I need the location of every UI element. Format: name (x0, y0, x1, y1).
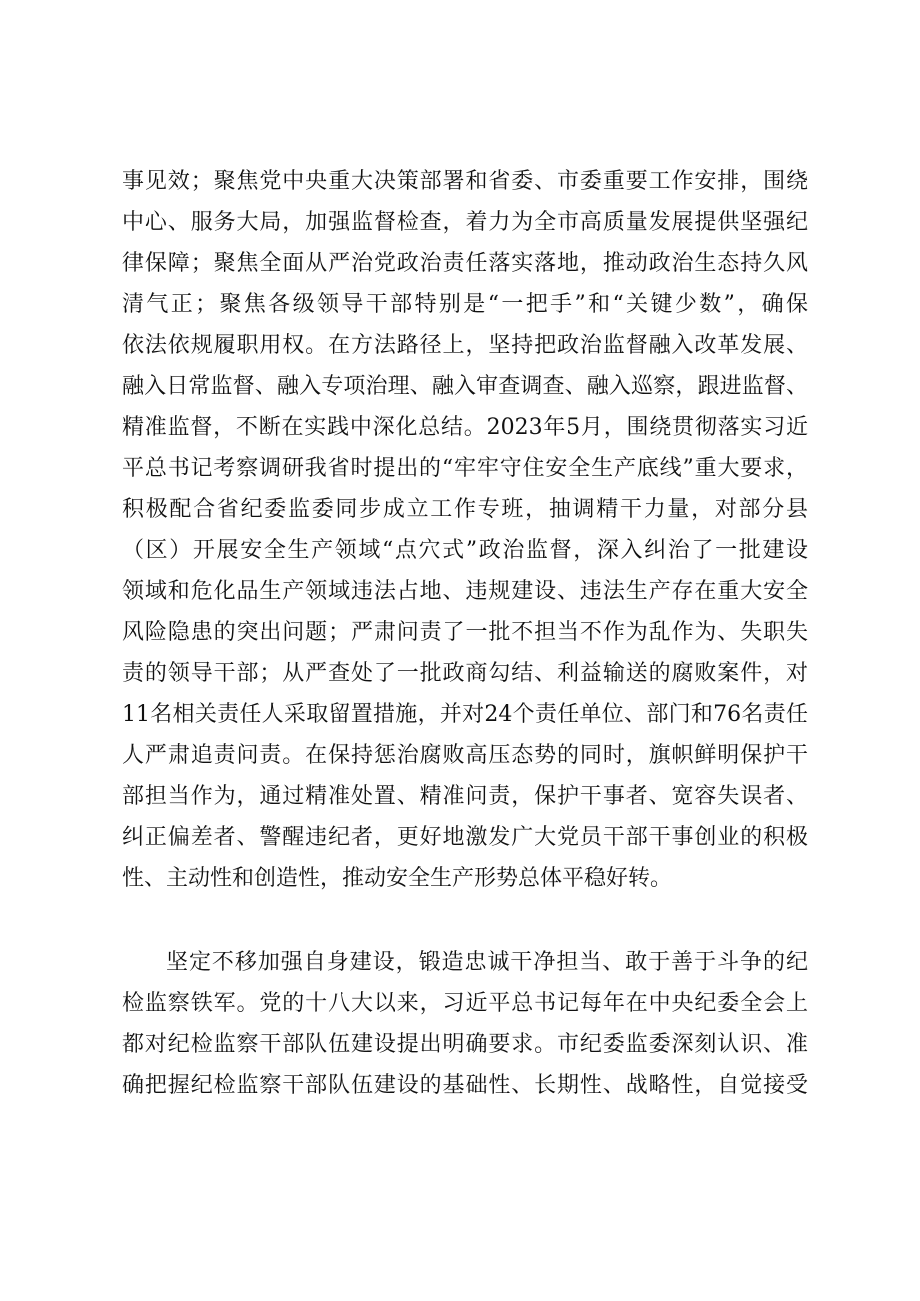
text-line: 精准监督，不断在实践中深化总结。2023年5月，围绕贯彻落实习近 (122, 415, 808, 440)
text-line: 领域和危化品生产领域违法占地、违规建设、违法生产存在重大安全 (122, 579, 808, 604)
text-line: 平总书记考察调研我省时提出的“牢牢守住安全生产底线”重大要求， (122, 456, 808, 481)
text-line: 风险隐患的突出问题；严肃问责了一批不担当不作为乱作为、失职失 (122, 620, 808, 645)
text-line: 融入日常监督、融入专项治理、融入审查调查、融入巡察，跟进监督、 (122, 374, 808, 399)
text-line: 事见效；聚焦党中央重大决策部署和省委、市委重要工作安排，围绕 (122, 169, 808, 194)
text-line: 坚定不移加强自身建设，锻造忠诚干净担当、敢于善于斗争的纪 (166, 950, 808, 975)
text-line: （区）开展安全生产领域“点穴式”政治监督，深入纠治了一批建设 (122, 538, 808, 563)
text-line: 11名相关责任人采取留置措施，并对24个责任单位、部门和76名责任 (122, 702, 808, 727)
text-line: 责的领导干部；从严查处了一批政商勾结、利益输送的腐败案件，对 (122, 661, 808, 686)
text-line: 依法依规履职用权。在方法路径上，坚持把政治监督融入改革发展、 (122, 333, 808, 358)
text-line: 纠正偏差者、警醒违纪者，更好地激发广大党员干部干事创业的积极 (122, 825, 808, 850)
text-line: 性、主动性和创造性，推动安全生产形势总体平稳好转。 (122, 866, 673, 891)
text-line: 检监察铁军。党的十八大以来，习近平总书记每年在中央纪委全会上 (122, 991, 808, 1016)
text-line: 积极配合省纪委监委同步成立工作专班，抽调精干力量，对部分县 (122, 497, 808, 522)
text-line: 部担当作为，通过精准处置、精准问责，保护干事者、宽容失误者、 (122, 784, 808, 809)
text-line: 确把握纪检监察干部队伍建设的基础性、长期性、战略性，自觉接受 (122, 1073, 808, 1098)
text-line: 清气正；聚焦各级领导干部特别是“一把手”和“关键少数”，确保 (122, 292, 808, 317)
text-line: 中心、服务大局，加强监督检查，着力为全市高质量发展提供坚强纪 (122, 210, 808, 235)
text-line: 都对纪检监察干部队伍建设提出明确要求。市纪委监委深刻认识、准 (122, 1032, 808, 1057)
text-line: 律保障；聚焦全面从严治党政治责任落实落地，推动政治生态持久风 (122, 251, 808, 276)
text-line: 人严肃追责问责。在保持惩治腐败高压态势的同时，旗帜鲜明保护干 (122, 743, 808, 768)
